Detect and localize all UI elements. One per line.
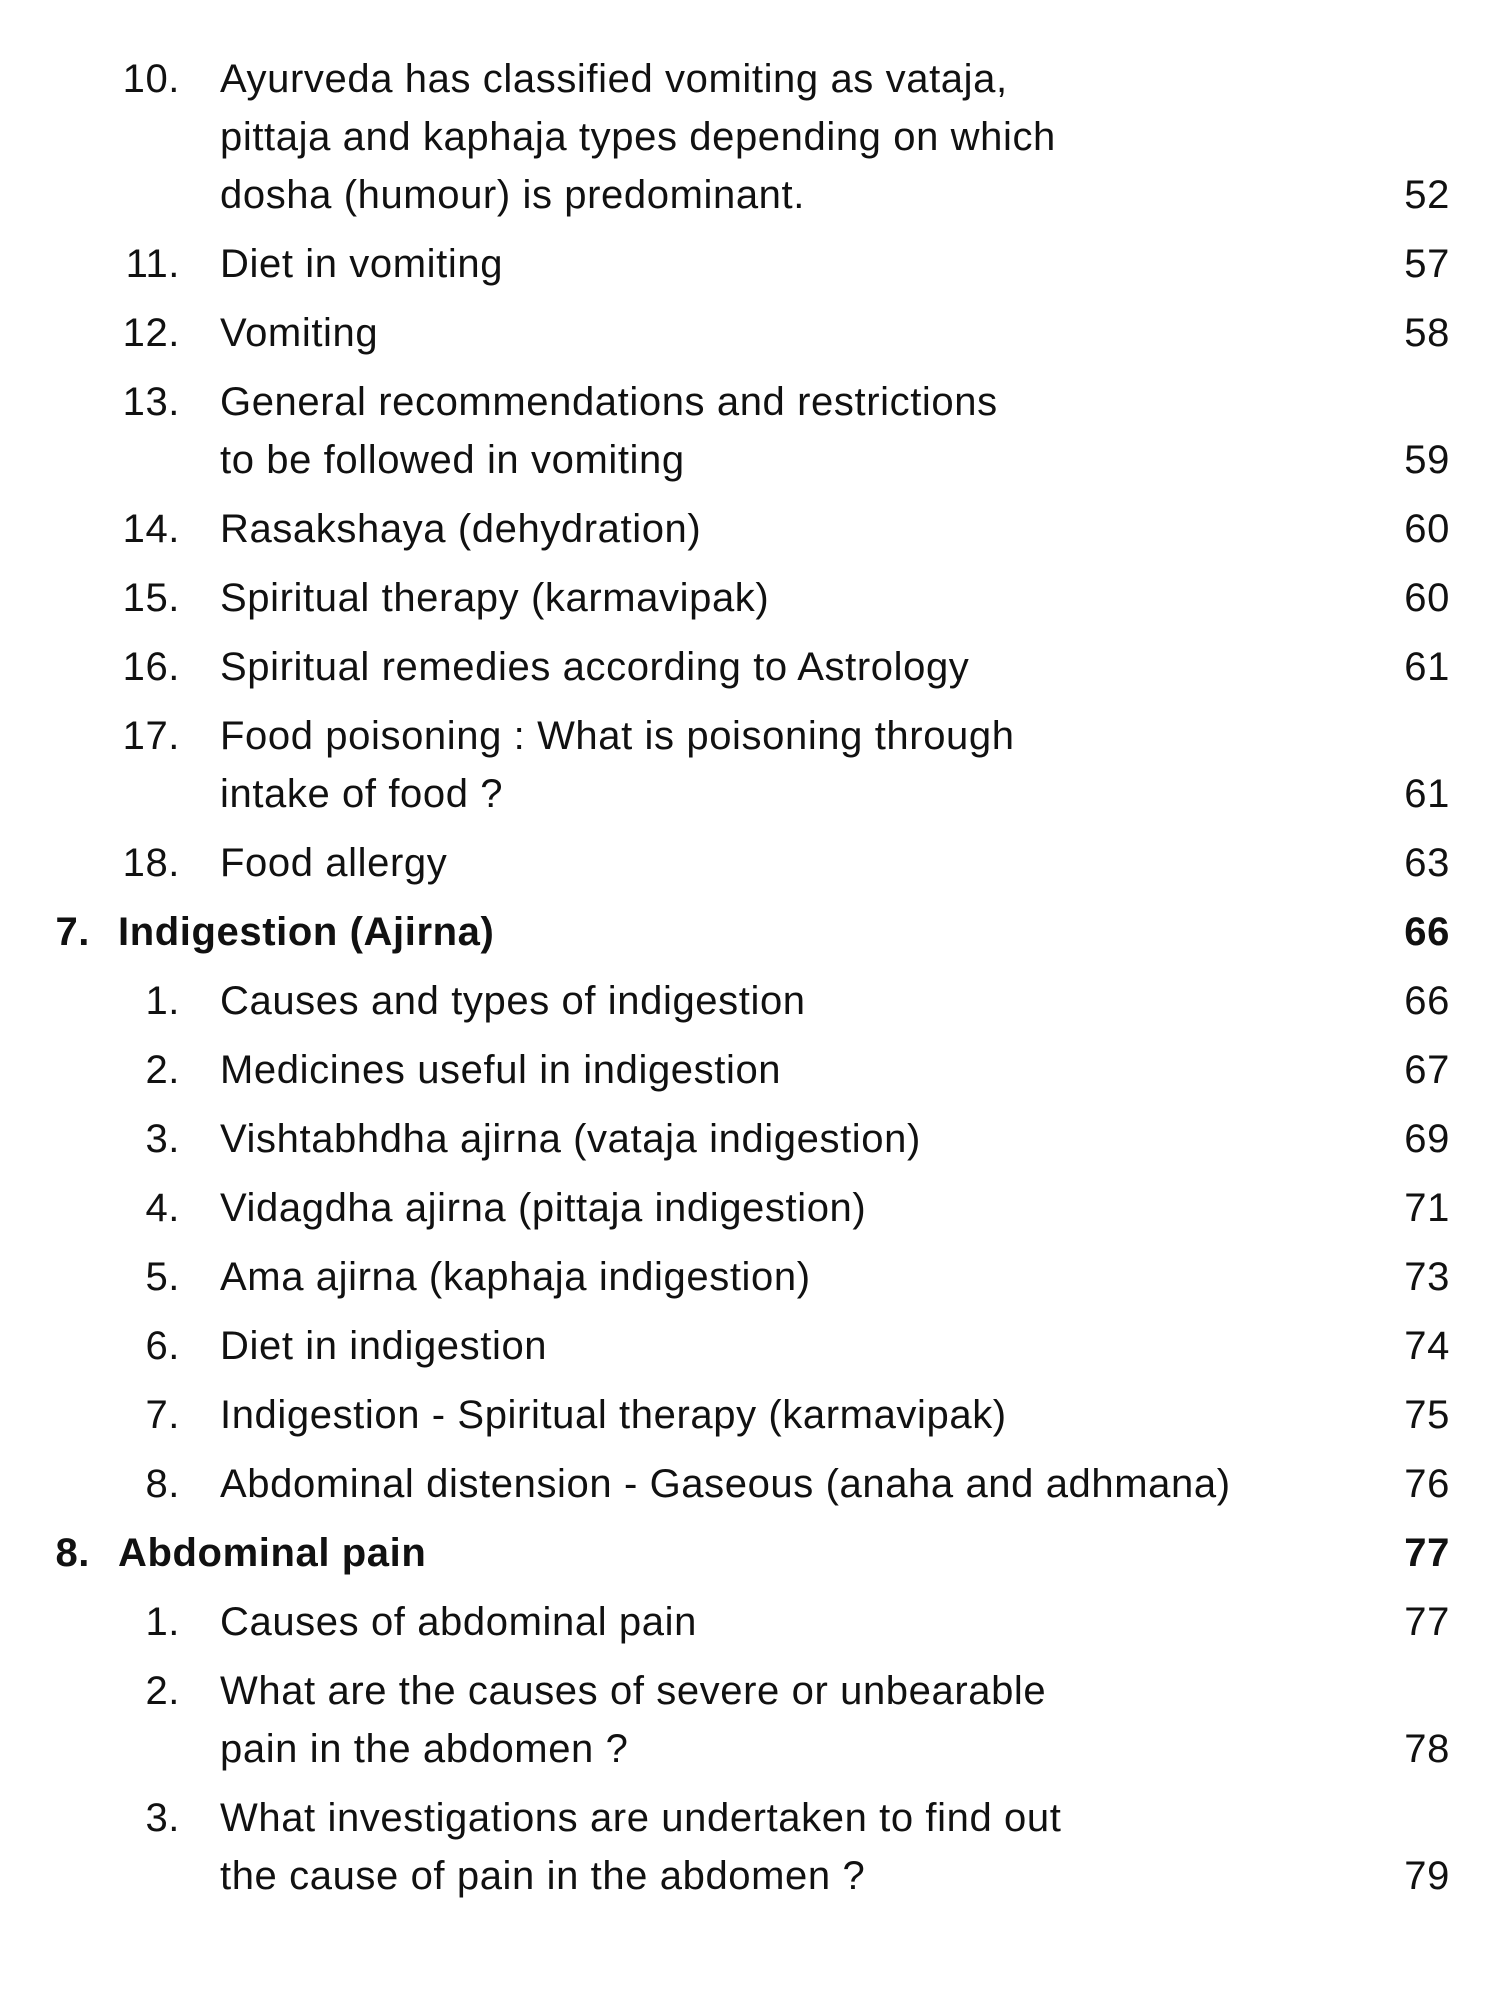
toc-page-number: 61 bbox=[1404, 645, 1450, 689]
toc-page-number: 60 bbox=[1404, 507, 1450, 551]
toc-page-number: 63 bbox=[1404, 841, 1450, 885]
toc-entry-title-line: Spiritual therapy (karmavipak) bbox=[220, 576, 770, 620]
toc-page-number: 59 bbox=[1404, 438, 1450, 482]
toc-page-number: 78 bbox=[1404, 1727, 1450, 1771]
toc-entry-number: 1. bbox=[145, 979, 180, 1023]
toc-entry bbox=[0, 304, 1500, 362]
toc-entry-title-line: General recommendations and restrictions bbox=[220, 380, 998, 424]
toc-entry bbox=[0, 500, 1500, 558]
toc-entry-title bbox=[220, 1662, 1046, 1778]
toc-entry bbox=[0, 569, 1500, 627]
toc-page-number: 60 bbox=[1404, 576, 1450, 620]
toc-entry-title bbox=[220, 500, 701, 558]
toc-page-number: 73 bbox=[1404, 1255, 1450, 1299]
toc-entry-title bbox=[220, 1179, 866, 1237]
toc-entry-title-line: Diet in indigestion bbox=[220, 1324, 548, 1368]
toc-entry bbox=[0, 1110, 1500, 1168]
toc-entry-title-line: Ama ajirna (kaphaja indigestion) bbox=[220, 1255, 811, 1299]
toc-page-number: 79 bbox=[1404, 1854, 1450, 1898]
toc-entry-title-line: Vomiting bbox=[220, 311, 379, 355]
toc-entry-title bbox=[118, 903, 494, 961]
toc-entry-title-line: Vishtabhdha ajirna (vataja indigestion) bbox=[220, 1117, 921, 1161]
toc-entry bbox=[0, 373, 1500, 489]
toc-entry-title-line: Rasakshaya (dehydration) bbox=[220, 507, 702, 551]
toc-entry-title-line: Causes and types of indigestion bbox=[220, 979, 806, 1023]
toc-page-number: 71 bbox=[1404, 1186, 1450, 1230]
toc-page-number: 52 bbox=[1404, 173, 1450, 217]
toc-entry bbox=[0, 1593, 1500, 1651]
toc-page-number: 58 bbox=[1404, 311, 1450, 355]
toc-entry-number: 15. bbox=[122, 576, 180, 620]
toc-entry-number: 13. bbox=[122, 380, 180, 424]
toc-entry-title-line: Abdominal pain bbox=[118, 1531, 427, 1575]
toc-entry-title-line: Indigestion (Ajirna) bbox=[118, 910, 495, 954]
toc-entry-title bbox=[220, 1593, 697, 1651]
toc-entry-number: 1. bbox=[145, 1600, 180, 1644]
toc-page-number: 77 bbox=[1404, 1531, 1450, 1575]
toc-entry-number: 12. bbox=[122, 311, 180, 355]
toc-entry-number: 7. bbox=[55, 910, 90, 954]
toc-entry-title bbox=[220, 1386, 1007, 1444]
toc-section-heading bbox=[0, 903, 1500, 961]
toc-entry-title-line: Diet in vomiting bbox=[220, 242, 504, 286]
toc-entry-title-line: Ayurveda has classified vomiting as vataja, bbox=[220, 57, 1008, 101]
toc-entry-title-line: Food poisoning : What is poisoning through bbox=[220, 714, 1015, 758]
toc-entry-title bbox=[220, 638, 969, 696]
toc-entry-title-line: pain in the abdomen ? bbox=[220, 1727, 629, 1771]
toc-entry-number: 6. bbox=[145, 1324, 180, 1368]
toc-entry bbox=[0, 1179, 1500, 1237]
toc-entry-number: 17. bbox=[122, 714, 180, 758]
toc-entry-title bbox=[220, 834, 447, 892]
toc-entry-number: 14. bbox=[122, 507, 180, 551]
toc-entry bbox=[0, 638, 1500, 696]
toc-entry-title bbox=[220, 235, 503, 293]
toc-entry-title bbox=[118, 1524, 426, 1582]
toc-entry-title-line: Indigestion - Spiritual therapy (karmavipak) bbox=[220, 1393, 1007, 1437]
toc-entry bbox=[0, 1386, 1500, 1444]
toc-entry-number: 4. bbox=[145, 1186, 180, 1230]
toc-entry-number: 5. bbox=[145, 1255, 180, 1299]
toc-entry-title-line: Medicines useful in indigestion bbox=[220, 1048, 782, 1092]
toc-page-number: 57 bbox=[1404, 242, 1450, 286]
toc-entry-title-line: pittaja and kaphaja types depending on which bbox=[220, 115, 1056, 159]
toc-entry bbox=[0, 1455, 1500, 1513]
toc-entry-title-line: Vidagdha ajirna (pittaja indigestion) bbox=[220, 1186, 867, 1230]
toc-entry bbox=[0, 235, 1500, 293]
toc-entry-title bbox=[220, 569, 769, 627]
toc-entry-number: 16. bbox=[122, 645, 180, 689]
toc-entry-title-line: to be followed in vomiting bbox=[220, 438, 685, 482]
toc-page-number: 75 bbox=[1404, 1393, 1450, 1437]
toc-entry-title-line: Abdominal distension - Gaseous (anaha and adhmana) bbox=[220, 1462, 1231, 1506]
toc-entry-title-line: What investigations are undertaken to find out bbox=[220, 1796, 1062, 1840]
toc-entry-number: 3. bbox=[145, 1796, 180, 1840]
toc-page-number: 66 bbox=[1404, 910, 1450, 954]
toc-entry bbox=[0, 972, 1500, 1030]
toc-entry-number: 8. bbox=[145, 1462, 180, 1506]
toc-entry-title bbox=[220, 707, 1015, 823]
toc-entry bbox=[0, 1789, 1500, 1905]
toc-entry bbox=[0, 1317, 1500, 1375]
toc-entry-title-line: intake of food ? bbox=[220, 772, 504, 816]
toc-entry-title-line: Causes of abdominal pain bbox=[220, 1600, 697, 1644]
toc-entry-number: 8. bbox=[55, 1531, 90, 1575]
toc-entry-title bbox=[220, 1041, 781, 1099]
toc-entry-title bbox=[220, 972, 806, 1030]
toc-entry-number: 7. bbox=[145, 1393, 180, 1437]
toc-entry-number: 2. bbox=[145, 1669, 180, 1713]
toc-entry bbox=[0, 1662, 1500, 1778]
toc-page-number: 77 bbox=[1404, 1600, 1450, 1644]
toc-page-number: 61 bbox=[1404, 772, 1450, 816]
toc-entry bbox=[0, 1041, 1500, 1099]
toc-page-number: 76 bbox=[1404, 1462, 1450, 1506]
toc-entry-number: 11. bbox=[125, 242, 180, 286]
toc-page-number: 67 bbox=[1404, 1048, 1450, 1092]
toc-entry-title-line: Spiritual remedies according to Astrology bbox=[220, 645, 970, 689]
toc-entry-number: 10. bbox=[122, 57, 180, 101]
toc-entry-title-line: the cause of pain in the abdomen ? bbox=[220, 1854, 866, 1898]
toc-entry-title bbox=[220, 1110, 921, 1168]
toc-entry bbox=[0, 707, 1500, 823]
toc-entry-number: 2. bbox=[145, 1048, 180, 1092]
toc-entry-title bbox=[220, 1248, 811, 1306]
toc-entry-title bbox=[220, 304, 378, 362]
toc-entry-title bbox=[220, 373, 998, 489]
toc-entry-number: 18. bbox=[122, 841, 180, 885]
toc-section-heading bbox=[0, 1524, 1500, 1582]
toc-entry-title-line: Food allergy bbox=[220, 841, 448, 885]
toc-entry-title bbox=[220, 1455, 1231, 1513]
toc-page-number: 74 bbox=[1404, 1324, 1450, 1368]
toc-entry-title bbox=[220, 50, 1056, 224]
toc-entry-title bbox=[220, 1789, 1061, 1905]
toc-entry bbox=[0, 834, 1500, 892]
toc-page-number: 66 bbox=[1404, 979, 1450, 1023]
toc-page-number: 69 bbox=[1404, 1117, 1450, 1161]
toc-entry bbox=[0, 50, 1500, 224]
toc-entry-title-line: dosha (humour) is predominant. bbox=[220, 173, 805, 217]
toc-entry-title bbox=[220, 1317, 547, 1375]
toc-entry bbox=[0, 1248, 1500, 1306]
toc-entry-title-line: What are the causes of severe or unbearable bbox=[220, 1669, 1047, 1713]
toc-entry-number: 3. bbox=[145, 1117, 180, 1161]
